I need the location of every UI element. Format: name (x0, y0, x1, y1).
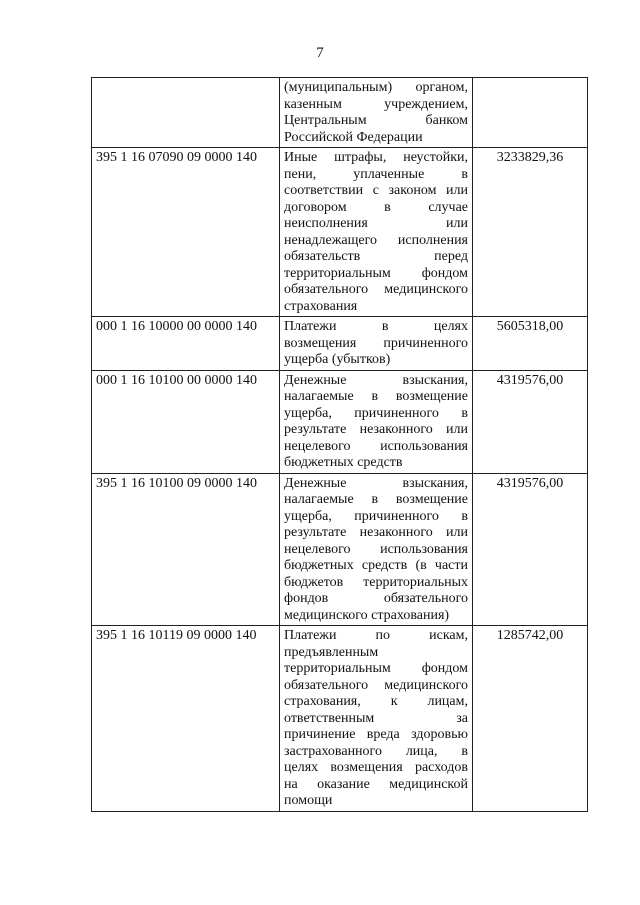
description-line: медицинского страхования) (284, 607, 450, 623)
description-line: застрахованного лица, в (284, 743, 468, 759)
description-line: нецелевого использования (284, 541, 468, 557)
description-line: казенным учреждением, (284, 96, 468, 112)
description-line: страхования (284, 298, 358, 314)
description-line: ущерба (убытков) (284, 352, 391, 367)
description-line: страхования, к лицам, (284, 694, 468, 709)
revenue-description (280, 317, 473, 371)
table-row (92, 626, 588, 812)
description-line: на оказание медицинской (284, 776, 468, 792)
description-line: предъявленным (284, 644, 379, 660)
budget-classification-code: 000 1 16 10100 00 0000 140 (92, 370, 280, 473)
description-line: территориальным фондом (284, 661, 468, 676)
description-line: возмещения причиненного (284, 335, 468, 351)
description-line: результате незаконного или (284, 525, 468, 540)
table-row (92, 78, 588, 148)
description-line: ненадлежащего исполнения (284, 232, 468, 248)
budget-classification-code: 395 1 16 10119 09 0000 140 (92, 626, 280, 812)
description-line: бюджетных средств (в части (284, 558, 468, 573)
description-line: ущерба, причиненного в (284, 508, 468, 524)
budget-revenue-table (91, 77, 588, 812)
page-number: 7 (316, 45, 324, 61)
description-line: обязательств перед (284, 249, 468, 264)
description-line: нецелевого использования (284, 438, 468, 454)
description-line: целях возмещения расходов (284, 760, 468, 775)
description-line: ответственным за (284, 710, 468, 726)
amount-value: 3233829,36 (473, 148, 588, 317)
revenue-description (280, 370, 473, 473)
description-line: Платежи по искам, (284, 628, 468, 643)
description-line: соответствии с законом или (284, 183, 468, 198)
table-row (92, 317, 588, 371)
table-row (92, 370, 588, 473)
description-line: причинение вреда здоровью (284, 727, 468, 742)
amount-value: 4319576,00 (473, 473, 588, 626)
description-line: пени, уплаченные в (284, 166, 468, 182)
amount-value: 4319576,00 (473, 370, 588, 473)
revenue-description (280, 78, 473, 148)
description-line: (муниципальным) органом, (284, 80, 468, 95)
description-line: Денежные взыскания, (284, 372, 468, 388)
amount-value: 1285742,00 (473, 626, 588, 812)
description-line: договором в случае (284, 199, 468, 215)
amount-value (473, 78, 588, 148)
description-line: Платежи в целях (284, 319, 468, 334)
description-line: результате незаконного или (284, 422, 468, 437)
description-line: неисполнения или (284, 216, 468, 231)
description-line: территориальным фондом (284, 265, 468, 281)
description-line: Иные штрафы, неустойки, (284, 150, 468, 165)
revenue-description (280, 148, 473, 317)
budget-classification-code: 395 1 16 10100 09 0000 140 (92, 473, 280, 626)
description-line: бюджетных средств (284, 455, 403, 470)
budget-classification-code: 000 1 16 10000 00 0000 140 (92, 317, 280, 371)
table-row (92, 148, 588, 317)
revenue-description (280, 626, 473, 812)
revenue-description (280, 473, 473, 626)
budget-classification-code: 395 1 16 07090 09 0000 140 (92, 148, 280, 317)
amount-value: 5605318,00 (473, 317, 588, 371)
table-body (92, 78, 588, 812)
description-line: фондов обязательного (284, 591, 468, 606)
description-line: Российской Федерации (284, 129, 423, 145)
table-row (92, 473, 588, 626)
description-line: помощи (284, 793, 333, 808)
description-line: ущерба, причиненного в (284, 405, 468, 421)
description-line: бюджетов территориальных (284, 574, 468, 590)
budget-classification-code (92, 78, 280, 148)
description-line: обязательного медицинского (284, 282, 468, 297)
description-line: Центральным банком (284, 113, 468, 128)
description-line: обязательного медицинского (284, 677, 468, 693)
description-line: налагаемые в возмещение (284, 389, 468, 404)
description-line: налагаемые в возмещение (284, 492, 468, 507)
description-line: Денежные взыскания, (284, 475, 468, 491)
